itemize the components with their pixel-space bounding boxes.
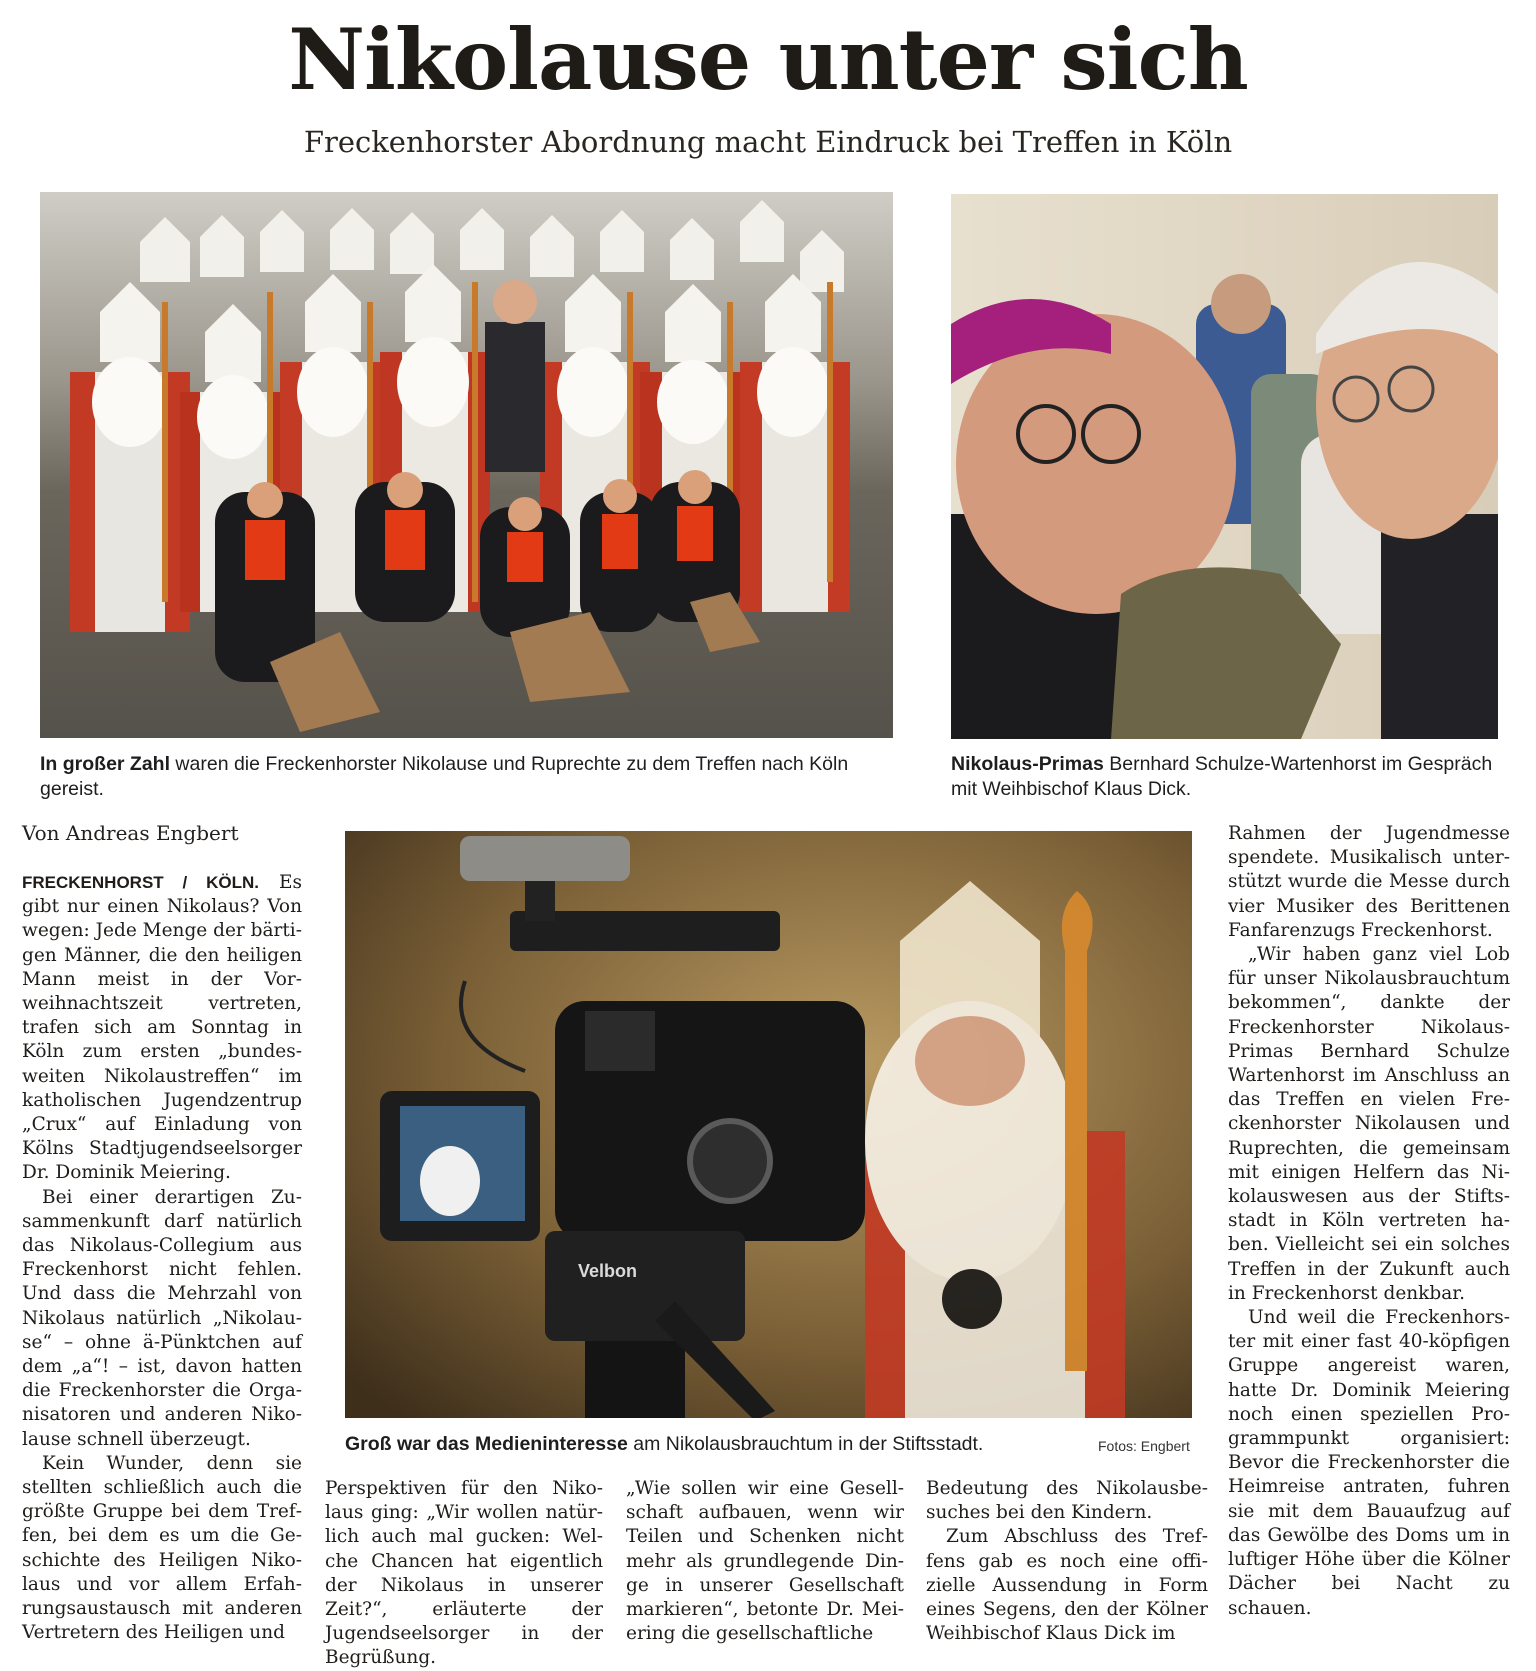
group-photo-caption [40, 752, 893, 802]
camera-photo [345, 831, 1192, 1418]
column-2 [325, 1477, 603, 1671]
caption-bold: In großer Zahl [40, 753, 171, 775]
paragraph: „Wie sollen wir eine Gesellschaft aufbauen, wenn wir Teilen und Schenken nicht mehr als grundlegende Dinge in unserer Gesellschaft markieren“, betonte Dr. Meiering die gesellschaftliche [626, 1478, 904, 1645]
primas-photo [951, 194, 1498, 739]
column-1 [22, 871, 302, 1646]
dateline: FRECKENHORST / KÖLN. [22, 873, 259, 892]
headline: Nikolause unter sich [288, 10, 1248, 109]
caption-bold: Groß war das Medieninteresse [345, 1433, 628, 1455]
caption-text: waren die Freckenhorster Nikolause und Ruprechte zu dem Treffen nach Köln gereist. [40, 753, 849, 800]
tripod-brand-label: Velbon [578, 1261, 638, 1281]
paragraph: Bedeutung des Nikolausbesuches bei den Kindern. [926, 1478, 1208, 1524]
caption-bold: Nikolaus-Primas [951, 753, 1104, 775]
column-4 [926, 1477, 1208, 1646]
subheadline: Freckenhorster Abordnung macht Eindruck bei Treffen in Köln [303, 125, 1233, 159]
paragraph [22, 871, 302, 1186]
paragraph: Kein Wunder, denn sie stellten schließlich auch die größte Gruppe bei dem Treffen, bei dem es um die Geschichte des Heiligen Nikolaus und vor allem Erfahrungsaustausch mit anderen Vertretern des Heiligen und [22, 1452, 302, 1644]
caption-text: Bernhard Schulze-Wartenhorst im Gespräch mit Weihbischof Klaus Dick. [951, 753, 1493, 800]
column-3 [626, 1477, 904, 1646]
camera-photo-caption [345, 1432, 1045, 1457]
column-5 [1228, 822, 1510, 1621]
paragraph: Bei einer derartigen Zusammenkunft darf natürlich das Nikolaus-Collegium aus Freckenhorst nicht fehlen. Und dass die Mehrzahl von Nikolaus natürlich „Nikolause“ – ohne ä-Pünktchen auf dem „a“! – ist, davon hatten die Freckenhorster die Organisatoren und anderen Nikolause schnell überzeugt. [22, 1186, 302, 1450]
paragraph: Und weil die Freckenhorster mit einer fast 40-köpfigen Gruppe angereist waren, hatte Dr. Dominik Meiering noch einen speziellen Programmpunkt organisiert: Bevor die Freckenhorster die Heimreise antraten, fuhren sie mit dem Bauaufzug auf das Gewölbe des Doms um in luftiger Höhe über die Kölner Dächer bei Nacht zu schauen. [1228, 1307, 1510, 1619]
group-photo [40, 192, 893, 738]
caption-text: am Nikolausbrauchtum in der Stiftsstadt. [627, 1433, 984, 1455]
photo-credit: Fotos: Engbert [1098, 1438, 1190, 1454]
paragraph: Perspektiven für den Nikolaus ging: „Wir wollen natürlich auch mal gucken: Welche Chancen hat eigentlich der Nikolaus in unserer Zeit?“, erläuterte der Jugendseelsorger in der Begrüßung. [325, 1478, 603, 1669]
paragraph-text: Es gibt nur einen Nikolaus? Von wegen: Jede Menge der bärtigen Männer, die den heiligen Mann meist in der Vorweihnachtszeit vertreten, trafen sich am Sonntag in Köln zum ersten „bundesweiten Nikolaustreffen“ im katholischen Jugendzentrup „Crux“ auf Einladung von Kölns Stadtjugendseelsorger Dr. Dominik Meiering. [22, 872, 302, 1184]
paragraph: Zum Abschluss des Treffens gab es noch eine offizielle Aussendung in Form eines Segens, den der Kölner Weihbischof Klaus Dick im [926, 1526, 1208, 1645]
byline: Von Andreas Engbert [22, 821, 239, 845]
primas-photo-caption [951, 752, 1498, 802]
paragraph: „Wir haben ganz viel Lob für unser Nikolausbrauchtum bekommen“, dankte der Freckenhorster Nikolaus-Primas Bernhard Schulze Wartenhorst im Anschluss an das Treffen en vielen Freckenhorster Nikolausen und Ruprechten, die gemeinsam mit einigen Helfern das Nikolauswesen aus der Stiftsstadt in Köln vertreten haben. Vielleicht sei ein solches Treffen in der Zukunft auch in Freckenhorst denkbar. [1228, 944, 1510, 1304]
paragraph: Rahmen der Jugendmesse spendete. Musikalisch unterstützt wurde die Messe durch vier Musiker des Berittenen Fanfarenzugs Freckenhorst. [1228, 823, 1510, 941]
